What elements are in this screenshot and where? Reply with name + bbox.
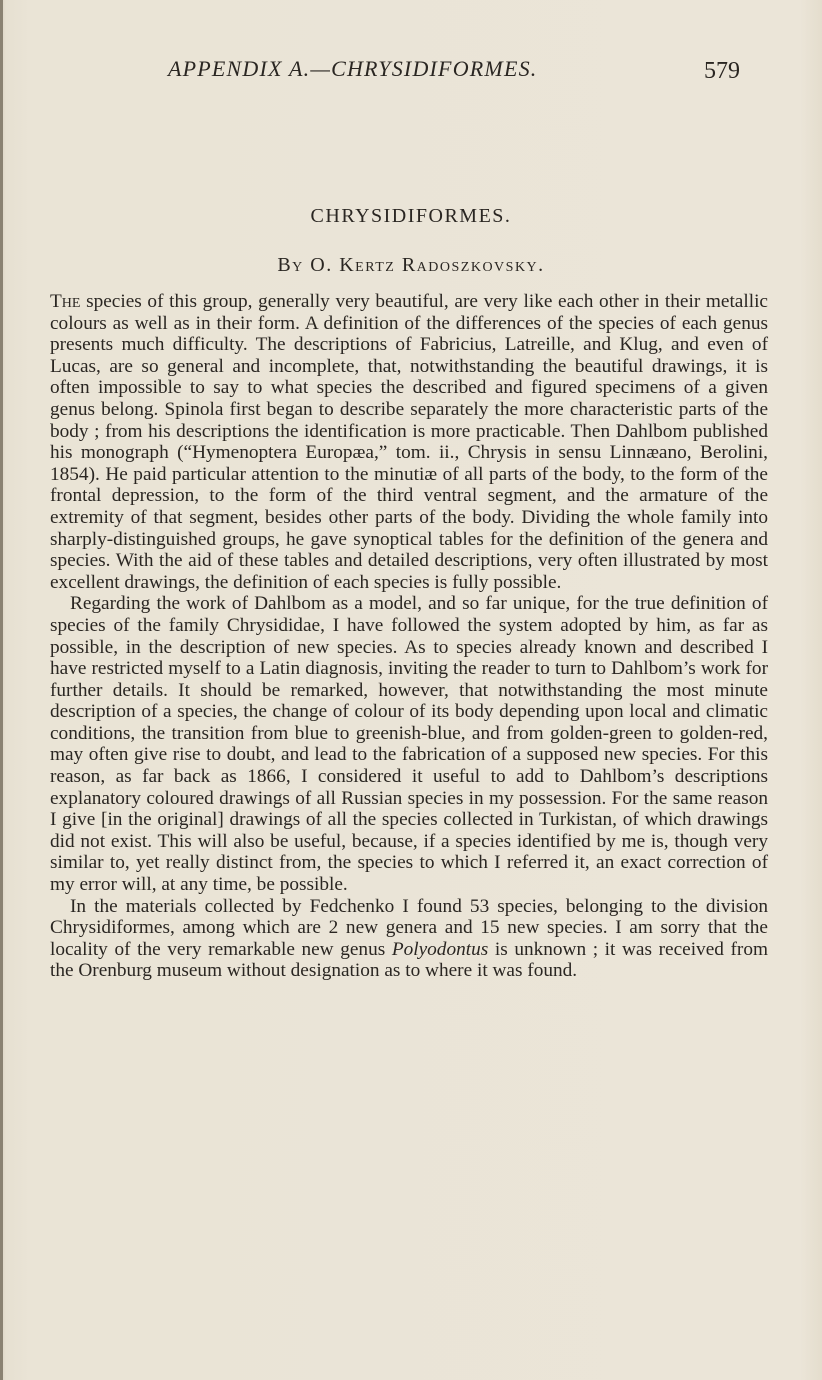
- paragraph-1-lead: The: [50, 291, 81, 312]
- paragraph-1-text: species of this group, generally very beautiful, are very like each other in their metallic colours as well as in their form. A definition of the differences of the species of each genus presents much difficulty. The descriptions of Fabricius, Latreille, and Klug, and even of Lucas, are so general and incomplete, that, notwithstanding the beautiful drawings, it is often impossible to say to what species the described and figured specimens of a given genus belong. Spinola first began to describe separately the more characteristic parts of the body ; from his descriptions the identification is more practicable. Then Dahlbom published his monograph (“Hymenoptera Europæa,” tom. ii., Chrysis in sensu Linnæano, Berolini, 1854). He paid particular attention to the minutiæ of all parts of the body, to the form of the frontal depression, to the form of the third ventral segment, and the armature of the extremity of that segment, besides other parts of the body. Dividing the whole family into sharply-distinguished groups, he gave synoptical tables for the definition of the genera and species. With the aid of these tables and detailed descriptions, very often illustrated by most excellent drawings, the definition of each species is fully possible.: [50, 291, 768, 593]
- paragraph-3: [50, 896, 768, 982]
- author-name: O. Kertz Radoszkovsky.: [310, 254, 545, 276]
- paragraph-2: Regarding the work of Dahlbom as a model, and so far unique, for the true definition of species of the family Chrysididae, I have followed the system adopted by him, as far as possible, in the description of new species. As to species already known and described I have restricted myself to a Latin diagnosis, inviting the reader to turn to Dahlbom’s work for further details. It should be remarked, however, that notwithstanding the most minute description of a species, the change of colour of its body depending upon local and climatic conditions, the transition from blue to greenish-blue, and from golden-green to golden-red, may often give rise to doubt, and lead to the fabrication of a supposed new species. For this reason, as far back as 1866, I considered it useful to add to Dahlbom’s descriptions explanatory coloured drawings of all Russian species in my possession. For the same reason I give [in the original] drawings of all the species collected in Turkistan, of which drawings did not exist. This will also be useful, because, if a species identified by me is, though very similar to, yet really distinct from, the species to which I referred it, an exact correction of my error will, at any time, be possible.: [50, 593, 768, 896]
- paragraph-1: [50, 291, 768, 593]
- byline: [0, 254, 822, 277]
- paragraph-3-text-before: In the materials collected by Fedchenko I found 53 species, belonging to the division Chrysidiformes, among which are 2 new genera and 15 new species. I am sorry that the locality of the very remarkable new genus: [50, 895, 768, 960]
- page-number: 579: [704, 58, 740, 84]
- running-head: APPENDIX A.—CHRYSIDIFORMES.: [168, 56, 538, 81]
- article-body: [50, 291, 768, 982]
- genus-name: Polyodontus: [391, 938, 489, 960]
- article-title: CHRYSIDIFORMES.: [310, 205, 512, 227]
- paragraph-3-text-after: is unknown ; it was received from the Orenburg museum without designation as to where it was found.: [50, 938, 768, 982]
- byline-prefix: By: [277, 254, 304, 276]
